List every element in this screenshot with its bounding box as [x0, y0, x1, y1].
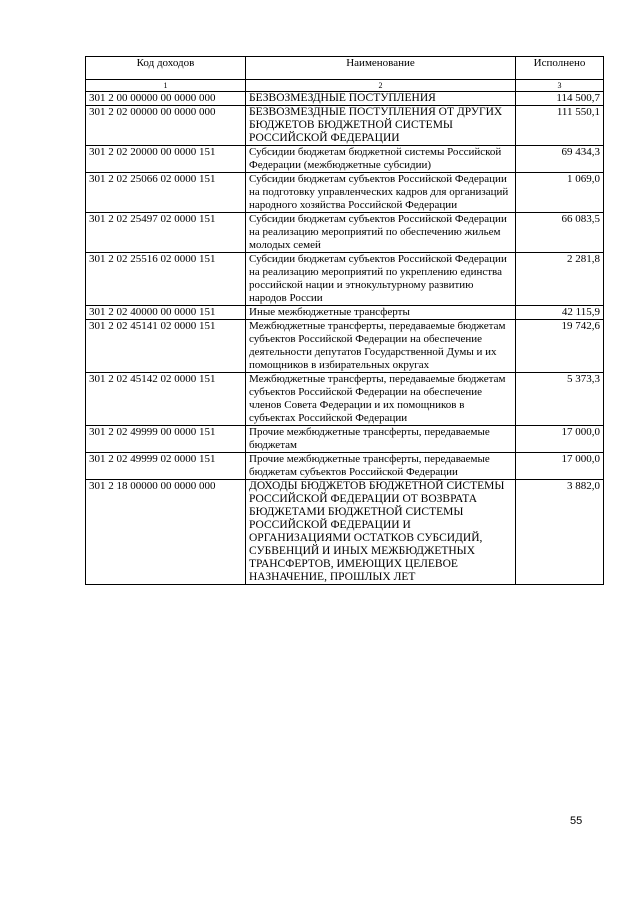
row-code: 301 2 02 20000 00 0000 151	[86, 146, 246, 173]
row-value: 17 000,0	[516, 426, 604, 453]
row-value: 1 069,0	[516, 173, 604, 213]
table-row	[86, 173, 604, 213]
row-name: Субсидии бюджетам субъектов Российской Федерации на реализацию мероприятий по укреплению единства российской нации и этнокультурному развитию народов России	[246, 253, 516, 306]
row-name: БЕЗВОЗМЕЗДНЫЕ ПОСТУПЛЕНИЯ	[246, 92, 516, 106]
row-name: Иные межбюджетные трансферты	[246, 306, 516, 320]
row-code: 301 2 02 40000 00 0000 151	[86, 306, 246, 320]
table-row	[86, 106, 604, 146]
row-name: Прочие межбюджетные трансферты, передаваемые бюджетам	[246, 426, 516, 453]
page-number: 55	[570, 815, 583, 827]
row-code: 301 2 00 00000 00 0000 000	[86, 92, 246, 106]
table-row	[86, 453, 604, 480]
table-row	[86, 306, 604, 320]
table-row	[86, 320, 604, 373]
row-name: Субсидии бюджетам бюджетной системы Российской Федерации (межбюджетные субсидии)	[246, 146, 516, 173]
row-code: 301 2 02 25516 02 0000 151	[86, 253, 246, 306]
row-code: 301 2 02 49999 02 0000 151	[86, 453, 246, 480]
row-code: 301 2 02 25497 02 0000 151	[86, 213, 246, 253]
row-name: Субсидии бюджетам субъектов Российской Федерации на подготовку управленческих кадров для организаций народного хозяйства Российской Федерации	[246, 173, 516, 213]
table-row	[86, 426, 604, 453]
row-name: Субсидии бюджетам субъектов Российской Федерации на реализацию мероприятий по обеспечению жильем молодых семей	[246, 213, 516, 253]
row-value: 42 115,9	[516, 306, 604, 320]
row-code: 301 2 02 45142 02 0000 151	[86, 373, 246, 426]
row-value: 17 000,0	[516, 453, 604, 480]
header-row	[86, 57, 604, 80]
table-row	[86, 480, 604, 585]
row-value: 2 281,8	[516, 253, 604, 306]
row-value: 19 742,6	[516, 320, 604, 373]
table-row	[86, 146, 604, 173]
table-row	[86, 373, 604, 426]
row-value: 69 434,3	[516, 146, 604, 173]
row-code: 301 2 18 00000 00 0000 000	[86, 480, 246, 585]
column-number: 2	[246, 80, 516, 92]
row-code: 301 2 02 49999 00 0000 151	[86, 426, 246, 453]
revenue-table	[85, 56, 604, 585]
row-code: 301 2 02 25066 02 0000 151	[86, 173, 246, 213]
table-row	[86, 253, 604, 306]
row-name: Межбюджетные трансферты, передаваемые бюджетам субъектов Российской Федерации на обеспечение деятельности депутатов Государственной Думы и их помощников в избирательных округах	[246, 320, 516, 373]
table-row	[86, 92, 604, 106]
row-code: 301 2 02 00000 00 0000 000	[86, 106, 246, 146]
table-row	[86, 213, 604, 253]
column-number: 1	[86, 80, 246, 92]
row-name: Прочие межбюджетные трансферты, передаваемые бюджетам субъектов Российской Федерации	[246, 453, 516, 480]
column-number: 3	[516, 80, 604, 92]
row-name: БЕЗВОЗМЕЗДНЫЕ ПОСТУПЛЕНИЯ ОТ ДРУГИХ БЮДЖЕТОВ БЮДЖЕТНОЙ СИСТЕМЫ РОССИЙСКОЙ ФЕДЕРАЦИИ	[246, 106, 516, 146]
header-code: Код доходов	[86, 57, 246, 80]
column-number-row	[86, 80, 604, 92]
row-code: 301 2 02 45141 02 0000 151	[86, 320, 246, 373]
header-name: Наименование	[246, 57, 516, 80]
row-value: 5 373,3	[516, 373, 604, 426]
row-name: ДОХОДЫ БЮДЖЕТОВ БЮДЖЕТНОЙ СИСТЕМЫ РОССИЙСКОЙ ФЕДЕРАЦИИ ОТ ВОЗВРАТА БЮДЖЕТАМИ БЮДЖЕТНОЙ СИСТЕМЫ РОССИЙСКОЙ ФЕДЕРАЦИИ И ОРГАНИЗАЦИЯМИ ОСТАТКОВ СУБСИДИЙ, СУБВЕНЦИЙ И ИНЫХ МЕЖБЮДЖЕТНЫХ ТРАНСФЕРТОВ, ИМЕЮЩИХ ЦЕЛЕВОЕ НАЗНАЧЕНИЕ, ПРОШЛЫХ ЛЕТ	[246, 480, 516, 585]
row-value: 114 500,7	[516, 92, 604, 106]
row-value: 66 083,5	[516, 213, 604, 253]
row-value: 3 882,0	[516, 480, 604, 585]
header-value: Исполнено	[516, 57, 604, 80]
row-value: 111 550,1	[516, 106, 604, 146]
row-name: Межбюджетные трансферты, передаваемые бюджетам субъектов Российской Федерации на обеспечение членов Совета Федерации и их помощников в субъектах Российской Федерации	[246, 373, 516, 426]
